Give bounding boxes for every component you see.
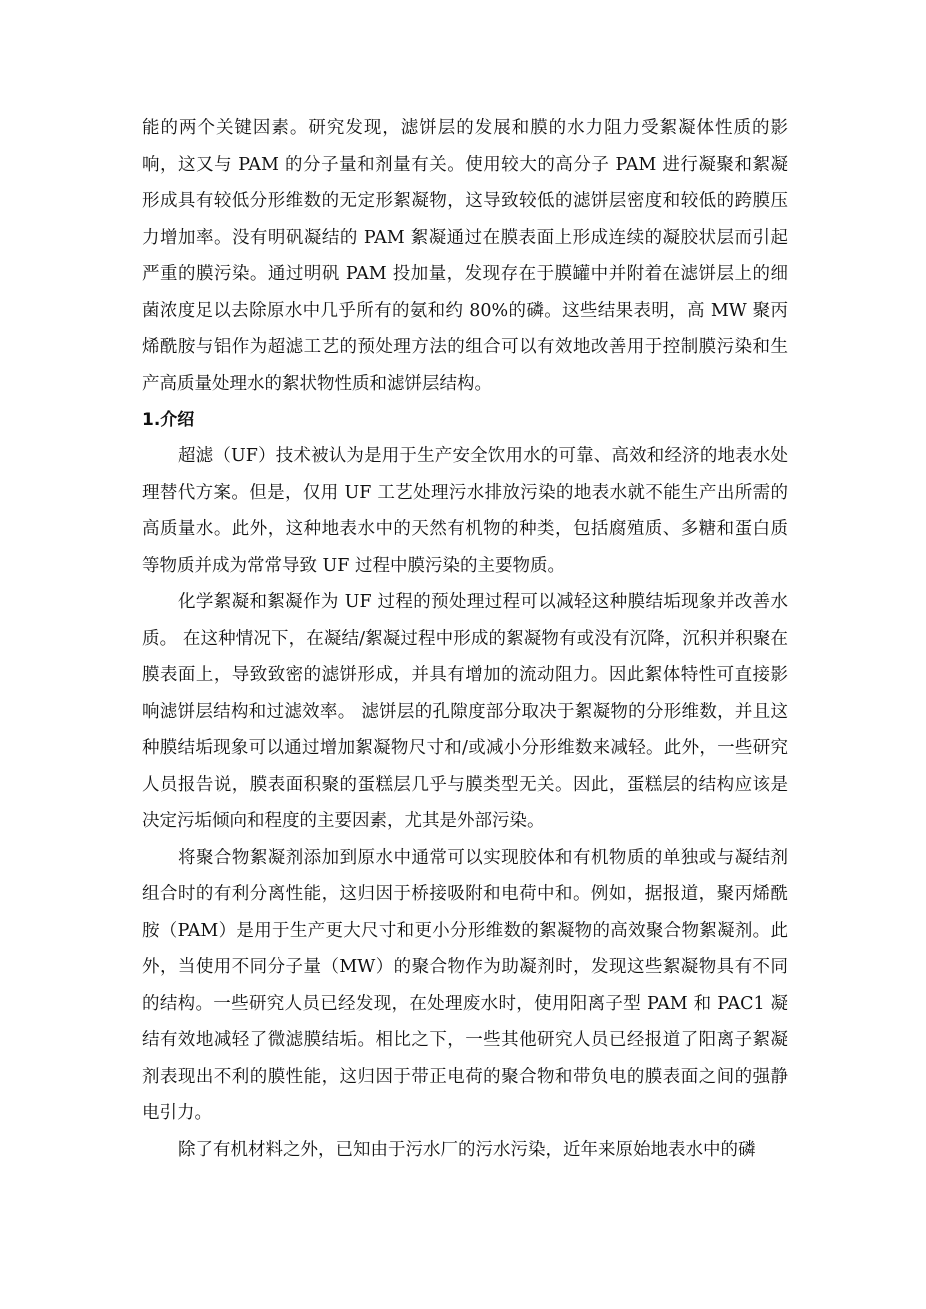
paragraph-intro-3: 将聚合物絮凝剂添加到原水中通常可以实现胶体和有机物质的单独或与凝结剂组合时的有利分离性能，这归因于桥接吸附和电荷中和。例如，据报道，聚丙烯酰胺（PAM）是用于生产更大尺寸和更小分形维数的絮凝物的高效聚合物絮凝剂。此外，当使用不同分子量（MW）的聚合物作为助凝剂时，发现这些絮凝物具有不同的结构。一些研究人员已经发现，在处理废水时，使用阳离子型 PAM 和 PAC1 凝结有效地减轻了微滤膜结垢。相比之下，一些其他研究人员已经报道了阳离子絮凝剂表现出不利的膜性能，这归因于带正电荷的聚合物和带负电的膜表面之间的强静电引力。 [142, 847, 788, 1123]
document-body [142, 110, 788, 1168]
paragraph-intro-4: 除了有机材料之外，已知由于污水厂的污水污染，近年来原始地表水中的磷 [178, 1139, 756, 1160]
paragraph-abstract-continuation: 能的两个关键因素。研究发现，滤饼层的发展和膜的水力阻力受絮凝体性质的影响，这又与 PAM 的分子量和剂量有关。使用较大的高分子 PAM 进行凝聚和絮凝形成具有较低分形维数的无定形絮凝物，这导致较低的滤饼层密度和较低的跨膜压力增加率。没有明矾凝结的 PAM 絮凝通过在膜表面上形成连续的凝胶状层而引起严重的膜污染。通过明矾 PAM 投加量，发现存在于膜罐中并附着在滤饼层上的细菌浓度足以去除原水中几乎所有的氨和约 80%的磷。这些结果表明，高 MW 聚丙烯酰胺与铝作为超滤工艺的预处理方法的组合可以有效地改善用于控制膜污染和生产高质量处理水的絮状物性质和滤饼层结构。 [142, 118, 788, 394]
paragraph-intro-1: 超滤（UF）技术被认为是用于生产安全饮用水的可靠、高效和经济的地表水处理替代方案。但是，仅用 UF 工艺处理污水排放污染的地表水就不能生产出所需的高质量水。此外，这种地表水中的天然有机物的种类，包括腐殖质、多糖和蛋白质等物质并成为常常导致 UF 过程中膜污染的主要物质。 [142, 446, 788, 576]
section-heading-introduction: 1.介绍 [142, 410, 195, 430]
paragraph-intro-2: 化学絮凝和絮凝作为 UF 过程的预处理过程可以减轻这种膜结垢现象并改善水质。 在这种情况下，在凝结/絮凝过程中形成的絮凝物有或没有沉降，沉积并积聚在膜表面上，导致致密的滤饼形成，并具有增加的流动阻力。因此絮体特性可直接影响滤饼层结构和过滤效率。 滤饼层的孔隙度部分取决于絮凝物的分形维数，并且这种膜结垢现象可以通过增加絮凝物尺寸和/或减小分形维数来减轻。此外，一些研究人员报告说，膜表面积聚的蛋糕层几乎与膜类型无关。因此，蛋糕层的结构应该是决定污垢倾向和程度的主要因素，尤其是外部污染。 [142, 592, 788, 831]
